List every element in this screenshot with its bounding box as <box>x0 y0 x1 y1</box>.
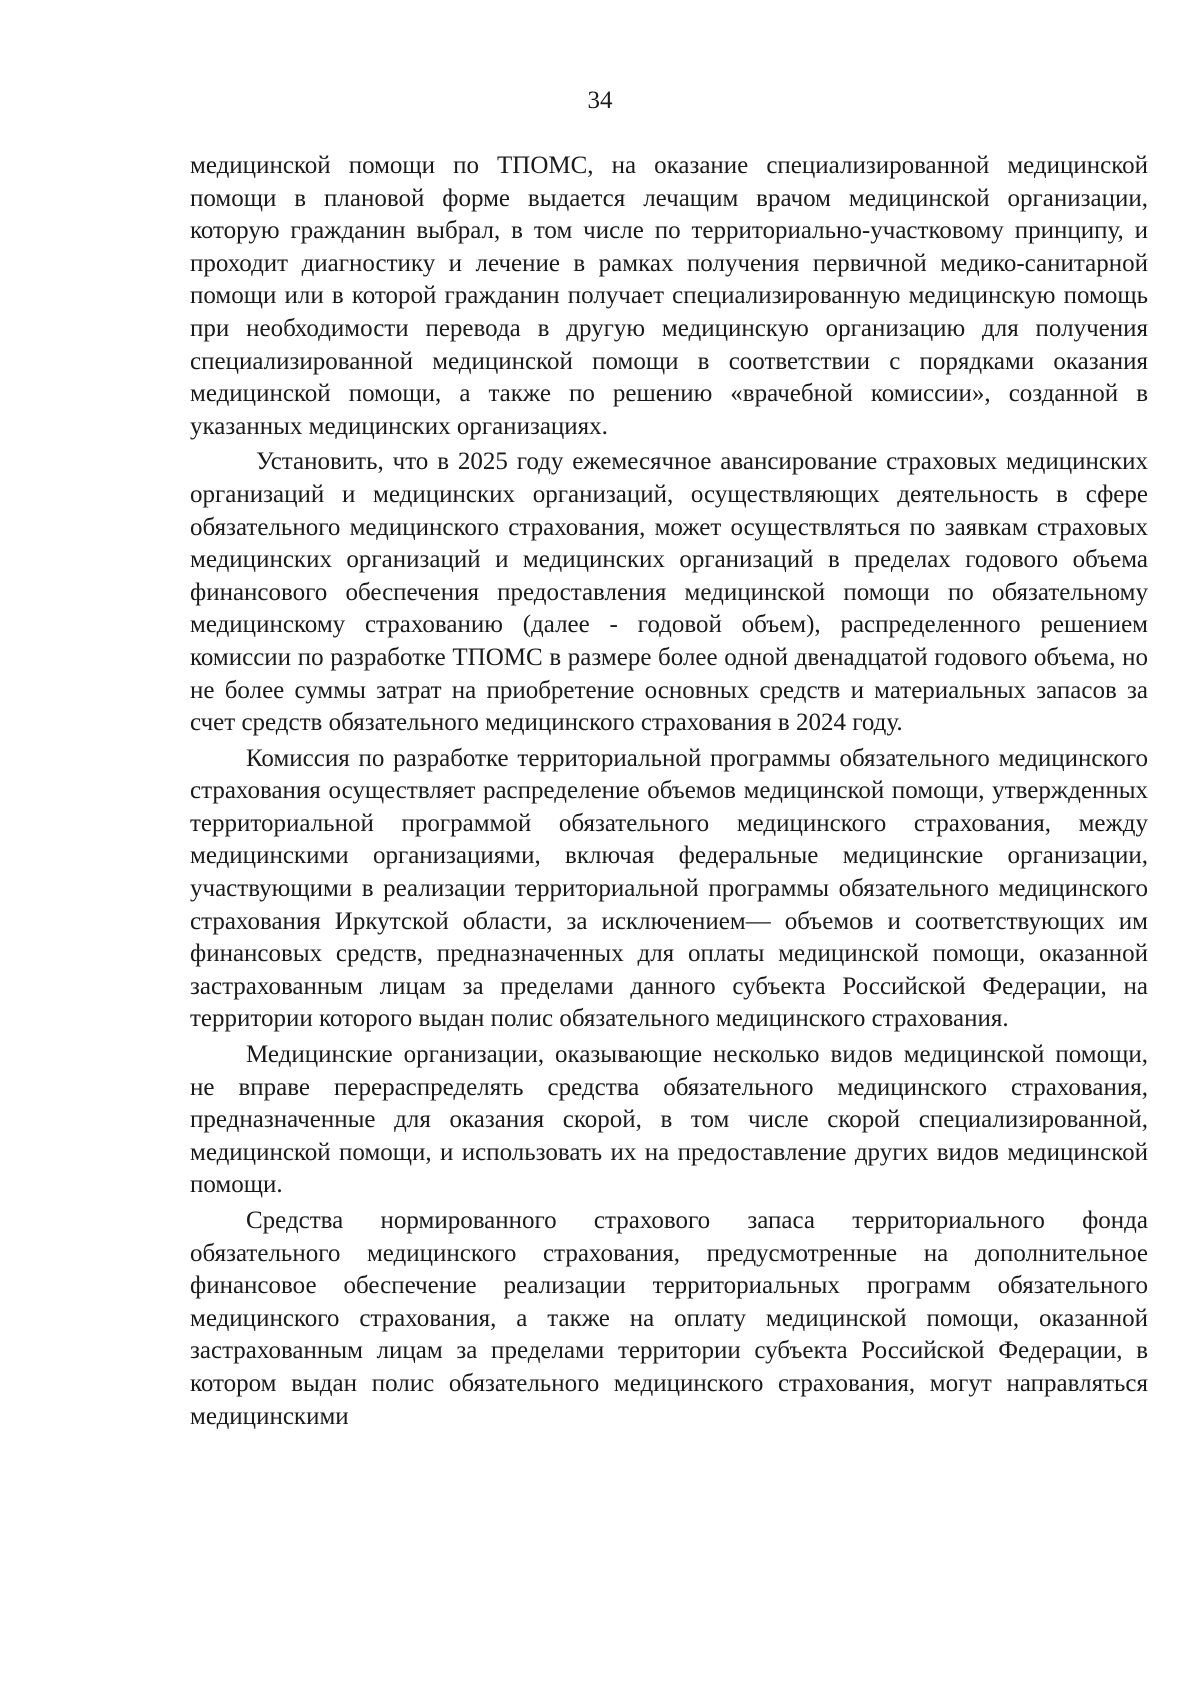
paragraph-commission-distribution: Комиссия по разработке территориальной программы обязательного медицинского страхования осуществляет распределение объемов медицинской помощи, утвержденных территориальной программой обязательного медицинского страхования, между медицинскими организациями, включая федеральные медицинские организации, участвующими в реализации территориальной программы обязательного медицинского страхования Иркутской области, за исключением— объемов и соответствующих им финансовых средств, предназначенных для оплаты медицинской помощи, оказанной застрахованным лицам за пределами данного субъекта Российской Федерации, на территории которого выдан полис обязательного медицинского страхования. <box>190 744 1148 1033</box>
paragraph-insurance-reserve: Средства нормированного страхового запаса территориального фонда обязательного медицинского страхования, предусмотренные на дополнительное финансовое обеспечение реализации территориальных программ обязательного медицинского страхования, а также на оплату медицинской помощи, оказанной застрахованным лицам за пределами территории субъекта Российской Федерации, в котором выдан полис обязательного медицинского страхования, могут направляться медицинскими <box>190 1207 1148 1430</box>
document-body <box>190 150 1148 1436</box>
paragraph-no-redistribution: Медицинские организации, оказывающие несколько видов медицинской помощи, не вправе перераспределять средства обязательного медицинского страхования, предназначенные для оказания скорой, в том числе скорой специализированной, медицинской помощи, и использовать их на предоставление других видов медицинской помощи. <box>190 1041 1148 1199</box>
page-number: 34 <box>587 87 613 114</box>
paragraph-advance-payment: Установить, что в 2025 году ежемесячное авансирование страховых медицинских организаций и медицинских организаций, осуществляющих деятельность в сфере обязательного медицинского страхования, может осуществляться по заявкам страховых медицинских организаций и медицинских организаций в пределах годового объема финансового обеспечения предоставления медицинской помощи по обязательному медицинскому страхованию (далее - годовой объем), распределенного решением комиссии по разработке ТПОМС в размере более одной двенадцатой годового объема, но не более суммы затрат на приобретение основных средств и материальных запасов за счет средств обязательного медицинского страхования в 2024 году. <box>190 448 1148 737</box>
paragraph-referral-continuation: медицинской помощи по ТПОМС, на оказание специализированной медицинской помощи в плановой форме выдается лечащим врачом медицинской организации, которую гражданин выбрал, в том числе по территориально-участковому принципу, и проходит диагностику и лечение в рамках получения первичной медико-санитарной помощи или в которой гражданин получает специализированную медицинскую помощь при необходимости перевода в другую медицинскую организацию для получения специализированной медицинской помощи в соответствии с порядками оказания медицинской помощи, а также по решению «врачебной комиссии», созданной в указанных медицинских организациях. <box>190 152 1148 440</box>
